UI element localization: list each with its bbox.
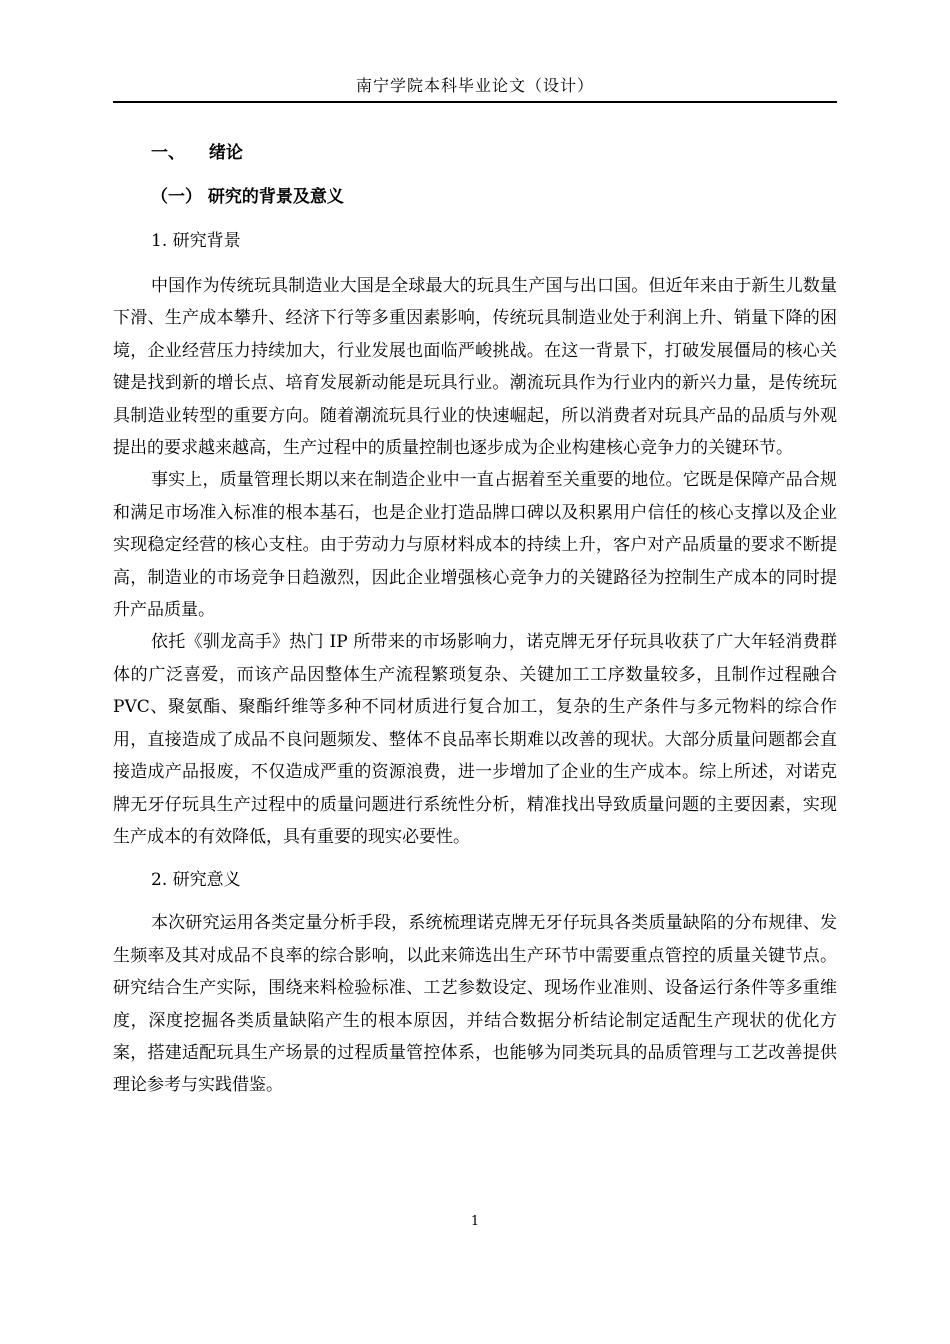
significance-heading: 2. 研究意义 <box>151 870 241 891</box>
significance-paragraph-1: 本次研究运用各类定量分析手段，系统梳理诺克牌无牙仔玩具各类质量缺陷的分布规律、发生频率及其对成品不良率的综合影响，以此来筛选出生产环节中需要重点管控的质量关键节点。研究结合生产实际，围绕来料检验标准、工艺参数设定、现场作业准则、设备运行条件等多重维度，深度挖掘各类质量缺陷产生的根本原因，并结合数据分析结论制定适配生产现状的优化方案，搭建适配玩具生产场景的过程质量管控体系，也能够为同类玩具的品质管理与工艺改善提供理论参考与实践借鉴。 <box>113 913 837 1096</box>
running-header: 南宁学院本科毕业论文（设计） <box>355 76 594 95</box>
background-heading: 1. 研究背景 <box>151 231 241 251</box>
header-rule <box>113 101 837 103</box>
subsection-heading: （一） 研究的背景及意义 <box>151 187 344 207</box>
background-paragraph-3: 依托《驯龙高手》热门 IP 所带来的市场影响力，诺克牌无牙仔玩具收获了广大年轻消费群体的广泛喜爱，而该产品因整体生产流程繁琐复杂、关键加工工序数量较多，且制作过程融合 PVC、聚氨酯、聚酯纤维等多种不同材质进行复合加工，复杂的生产条件与多元物料的综合作用，直接造成了成品不良问题频发、整体不良品率长期难以改善的现状。大部分质量问题都会直接造成产品报废，不仅造成严重的资源浪费，进一步增加了企业的生产成本。综上所述，对诺克牌无牙仔玩具生产过程中的质量问题进行系统性分析，精准找出导致质量问题的主要因素，实现生产成本的有效降低，具有重要的现实必要性。 <box>113 632 837 847</box>
section-heading: 一、 绪论 <box>151 143 243 163</box>
background-paragraph-1: 中国作为传统玩具制造业大国是全球最大的玩具生产国与出口国。但近年来由于新生儿数量下滑、生产成本攀升、经济下行等多重因素影响，传统玩具制造业处于利润上升、销量下降的困境，企业经营压力持续加大，行业发展也面临严峻挑战。在这一背景下，打破发展僵局的核心关键是找到新的增长点、培育发展新动能是玩具行业。潮流玩具作为行业内的新兴力量，是传统玩具制造业转型的重要方向。随着潮流玩具行业的快速崛起，所以消费者对玩具产品的品质与外观提出的要求越来越高，生产过程中的质量控制也逐步成为企业构建核心竞争力的关键环节。 <box>113 276 837 459</box>
background-paragraph-2: 事实上，质量管理长期以来在制造企业中一直占据着至关重要的地位。它既是保障产品合规和满足市场准入标准的根本基石，也是企业打造品牌口碑以及积累用户信任的核心支撑以及企业实现稳定经营的核心支柱。由于劳动力与原材料成本的持续上升，客户对产品质量的要求不断提高，制造业的市场竞争日趋激烈，因此企业增强核心竞争力的关键路径为控制生产成本的同时提升产品质量。 <box>113 470 837 621</box>
body-content <box>113 138 837 1102</box>
page-number: 1 <box>470 1214 480 1229</box>
